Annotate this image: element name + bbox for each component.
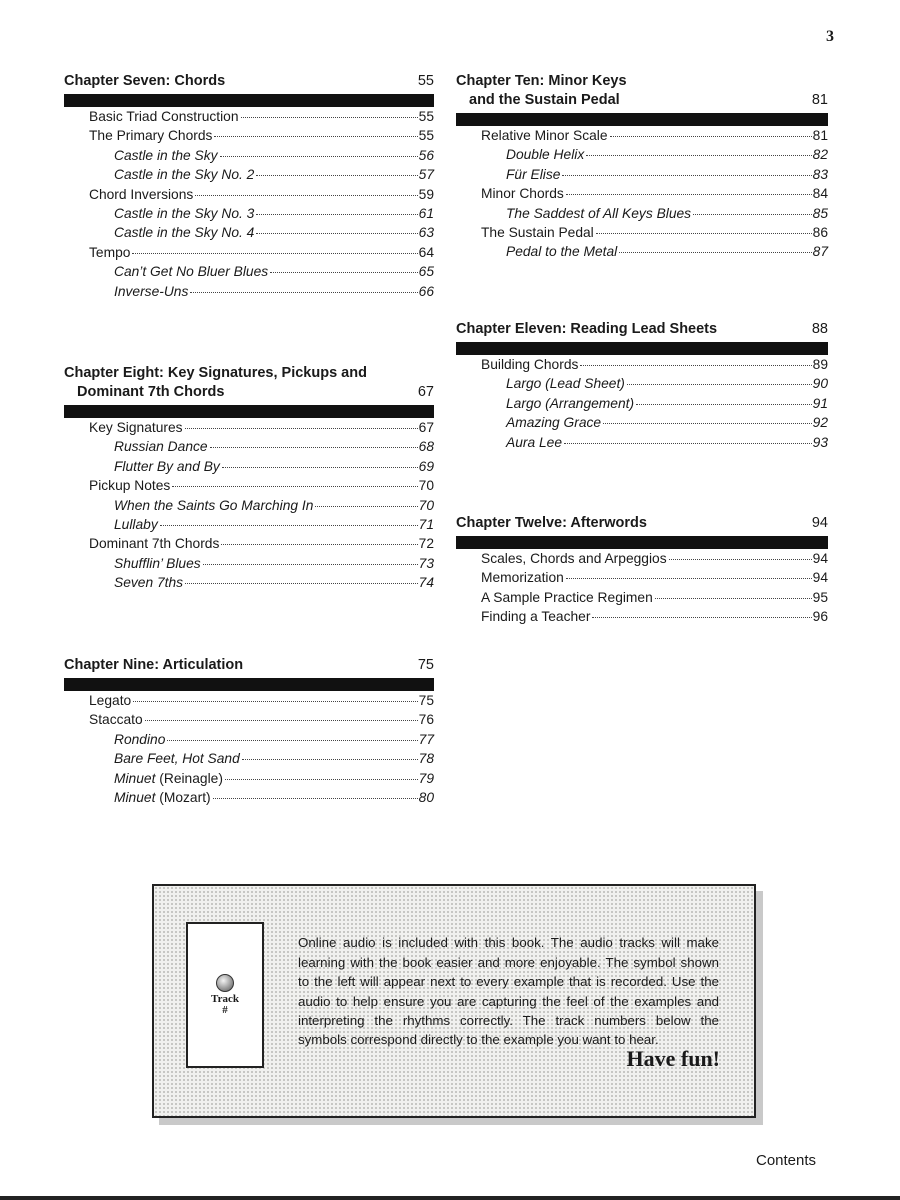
entry-label	[114, 790, 211, 805]
entry-label: Russian Dance	[114, 439, 208, 455]
chapter-heading	[456, 72, 828, 110]
dot-leader	[145, 720, 418, 721]
dot-leader	[222, 467, 418, 468]
toc-entry[interactable]	[64, 225, 434, 244]
chapter-ten	[456, 72, 828, 264]
entry-composer: (Reinagle)	[159, 770, 223, 786]
entry-page: 92	[812, 415, 828, 431]
entry-label: The Sustain Pedal	[481, 224, 594, 240]
entry-page: 56	[418, 147, 434, 163]
toc-entry[interactable]	[456, 186, 828, 205]
toc-entry[interactable]	[456, 357, 828, 376]
dot-leader	[693, 214, 812, 215]
toc-entry[interactable]	[64, 732, 434, 751]
entry-label: Basic Triad Construction	[89, 109, 239, 124]
entry-label: Largo (Arrangement)	[506, 395, 635, 411]
toc-entry[interactable]	[64, 245, 434, 264]
chapter-title-line1: Chapter Ten: Minor Keys	[456, 73, 627, 89]
entry-label: Building Chords	[481, 357, 579, 372]
entry-page: 61	[418, 205, 434, 221]
entry-page: 63	[418, 225, 434, 241]
entry-label: Memorization	[481, 570, 564, 586]
entry-label: Scales, Chords and Arpeggios	[481, 551, 667, 566]
toc-entry[interactable]	[64, 167, 434, 186]
chapter-page: 75	[417, 657, 434, 673]
entry-label: Dominant 7th Chords	[89, 536, 220, 552]
toc-entry[interactable]	[64, 478, 434, 497]
entry-label: Key Signatures	[89, 420, 183, 435]
dot-leader	[619, 252, 811, 253]
toc-entry[interactable]	[64, 790, 434, 809]
dot-leader	[315, 506, 417, 507]
toc-entry[interactable]	[64, 556, 434, 575]
dot-leader	[225, 779, 418, 780]
entry-page: 83	[812, 166, 828, 182]
chapter-eleven	[456, 320, 828, 454]
toc-entry[interactable]	[456, 147, 828, 166]
toc-entry[interactable]	[64, 284, 434, 303]
entry-page: 64	[418, 244, 434, 260]
chapter-title: Chapter Eleven: Reading Lead Sheets	[456, 321, 718, 337]
dot-leader	[603, 423, 812, 424]
toc-entry[interactable]	[64, 517, 434, 536]
dot-leader	[185, 583, 418, 584]
chapter-page: 67	[417, 384, 434, 400]
dot-leader	[242, 759, 418, 760]
chapter-title: Chapter Seven: Chords	[64, 73, 226, 89]
dot-leader	[256, 233, 417, 234]
toc-entry[interactable]	[64, 751, 434, 770]
entry-page: 95	[812, 589, 828, 605]
toc-entry[interactable]	[456, 167, 828, 186]
toc-entry[interactable]	[456, 244, 828, 263]
toc-entry[interactable]	[64, 109, 434, 128]
entry-page: 94	[812, 551, 828, 566]
entry-label: Rondino	[114, 731, 166, 747]
dot-leader	[172, 486, 417, 487]
entry-label: Tempo	[89, 244, 131, 260]
chapter-bar	[456, 536, 828, 549]
entry-label: Bare Feet, Hot Sand	[114, 751, 240, 767]
chapter-bar	[64, 94, 434, 107]
dot-leader	[566, 194, 812, 195]
entry-list	[64, 109, 434, 303]
dot-leader	[132, 253, 417, 254]
dot-leader	[636, 404, 812, 405]
dot-leader	[627, 384, 812, 385]
entry-page: 68	[418, 439, 434, 455]
toc-entry[interactable]	[456, 570, 828, 589]
chapter-heading	[64, 72, 434, 91]
toc-entry[interactable]	[456, 396, 828, 415]
track-symbol-card	[186, 922, 264, 1068]
entry-page: 93	[812, 434, 828, 450]
entry-label: When the Saints Go Marching In	[114, 497, 314, 513]
entry-label: The Primary Chords	[89, 128, 213, 144]
chapter-page: 88	[811, 321, 828, 337]
audio-speaker-icon	[216, 974, 234, 992]
toc-entry[interactable]	[456, 435, 828, 454]
entry-page: 73	[418, 555, 434, 571]
toc-entry[interactable]	[64, 498, 434, 517]
chapter-title-line2: Dominant 7th Chords	[77, 384, 225, 400]
chapter-eight	[64, 364, 434, 595]
entry-label: Pickup Notes	[89, 478, 171, 494]
footer-section-label: Contents	[756, 1152, 817, 1169]
entry-label: The Saddest of All Keys Blues	[506, 205, 692, 221]
entry-page: 70	[418, 497, 434, 513]
entry-list	[456, 128, 828, 264]
dot-leader	[564, 443, 812, 444]
toc-entry[interactable]	[64, 771, 434, 790]
entry-page: 72	[418, 536, 434, 552]
entry-page: 96	[812, 609, 828, 625]
chapter-bar	[456, 113, 828, 126]
entry-page: 87	[812, 244, 828, 260]
entry-page: 55	[418, 109, 434, 124]
chapter-page: 81	[811, 92, 828, 108]
dot-leader	[203, 564, 418, 565]
entry-label: Für Elise	[506, 166, 561, 182]
chapter-heading	[456, 320, 828, 339]
dot-leader	[562, 175, 811, 176]
entry-label: Minor Chords	[481, 186, 564, 202]
track-number-symbol: #	[222, 1004, 228, 1016]
chapter-page: 94	[811, 515, 828, 531]
entry-label: Pedal to the Metal	[506, 244, 618, 260]
entry-page: 71	[418, 516, 434, 532]
dot-leader	[220, 156, 418, 157]
toc-entry[interactable]	[456, 415, 828, 434]
entry-page: 65	[418, 264, 434, 280]
dot-leader	[185, 428, 418, 429]
chapter-bar	[64, 678, 434, 691]
audio-description: Online audio is included with this book. The audio tracks will make learning with the book easier and more enjoyable. The symbol shown to the left will appear next to every example that is recorded. Use the audio to help ensure you are capturing the feel of the examples and interpreting the rhythms correctly. The track numbers below the symbols correspond directly to the example you want to hear.	[298, 935, 719, 1048]
entry-page: 69	[418, 458, 434, 474]
entry-page: 81	[812, 128, 828, 143]
entry-page: 75	[418, 693, 434, 708]
dot-leader	[160, 525, 418, 526]
dot-leader	[592, 617, 811, 618]
entry-page: 55	[418, 128, 434, 144]
bottom-rule	[0, 1196, 900, 1200]
entry-list	[64, 420, 434, 595]
toc-entry[interactable]	[456, 551, 828, 570]
entry-list	[456, 551, 828, 629]
entry-page: 66	[418, 283, 434, 299]
chapter-heading	[64, 656, 434, 675]
entry-label: Lullaby	[114, 516, 158, 532]
have-fun-text: Have fun!	[626, 1046, 720, 1071]
toc-entry[interactable]	[64, 536, 434, 555]
chapter-twelve	[456, 514, 828, 629]
entry-page: 86	[812, 224, 828, 240]
entry-page: 57	[418, 167, 434, 183]
entry-page: 89	[812, 357, 828, 372]
toc-entry[interactable]	[64, 206, 434, 225]
chapter-title-line2: and the Sustain Pedal	[469, 92, 620, 108]
dot-leader	[256, 214, 417, 215]
toc-entry[interactable]	[456, 225, 828, 244]
toc-entry[interactable]	[456, 376, 828, 395]
entry-page: 59	[418, 186, 434, 202]
entry-label: Largo (Lead Sheet)	[506, 376, 625, 392]
dot-leader	[586, 155, 811, 156]
dot-leader	[210, 447, 418, 448]
entry-page: 82	[812, 147, 828, 163]
dot-leader	[270, 272, 418, 273]
entry-label: Chord Inversions	[89, 186, 194, 202]
chapter-heading	[64, 364, 434, 402]
dot-leader	[167, 740, 417, 741]
dot-leader	[566, 578, 812, 579]
entry-page: 94	[812, 570, 828, 586]
entry-label	[114, 771, 223, 786]
dot-leader	[256, 175, 417, 176]
toc-entry[interactable]	[64, 459, 434, 478]
dot-leader	[190, 292, 417, 293]
entry-page: 76	[418, 712, 434, 728]
entry-page: 91	[812, 395, 828, 411]
dot-leader	[221, 544, 417, 545]
toc-entry[interactable]	[64, 439, 434, 458]
entry-label: Castle in the Sky	[114, 147, 218, 163]
entry-list	[64, 693, 434, 809]
toc-entry[interactable]	[64, 187, 434, 206]
toc-entry[interactable]	[64, 264, 434, 283]
dot-leader	[241, 117, 418, 118]
dot-leader	[133, 701, 417, 702]
toc-entry[interactable]	[64, 693, 434, 712]
entry-label: Finding a Teacher	[481, 609, 591, 625]
chapter-bar	[64, 405, 434, 418]
dot-leader	[669, 559, 812, 560]
chapter-bar	[456, 342, 828, 355]
entry-page: 70	[418, 478, 434, 494]
entry-label: Amazing Grace	[506, 415, 602, 431]
chapter-heading	[456, 514, 828, 533]
entry-composer: (Mozart)	[159, 789, 211, 805]
entry-page: 78	[418, 751, 434, 767]
entry-page: 90	[812, 376, 828, 392]
toc-entry[interactable]	[64, 420, 434, 439]
dot-leader	[580, 365, 811, 366]
dot-leader	[214, 136, 417, 137]
entry-title: Minuet	[114, 770, 156, 786]
chapter-title: Chapter Nine: Articulation	[64, 657, 244, 673]
entry-label: Castle in the Sky No. 2	[114, 167, 255, 183]
entry-title: Minuet	[114, 789, 156, 805]
entry-label: Inverse-Uns	[114, 283, 189, 299]
audio-info-box	[152, 884, 756, 1118]
toc-entry[interactable]	[456, 206, 828, 225]
entry-label: Flutter By and By	[114, 458, 220, 474]
entry-label: Legato	[89, 693, 132, 708]
entry-label: Relative Minor Scale	[481, 128, 608, 143]
track-word: Track	[211, 993, 239, 1005]
toc-entry[interactable]	[456, 128, 828, 147]
dot-leader	[596, 233, 812, 234]
chapter-seven	[64, 72, 434, 303]
entry-label: Staccato	[89, 712, 143, 728]
dot-leader	[610, 136, 812, 137]
dot-leader	[213, 798, 418, 799]
entry-label: Can’t Get No Bluer Blues	[114, 264, 269, 280]
toc-entry[interactable]	[64, 575, 434, 594]
toc-entry[interactable]	[456, 590, 828, 609]
entry-label: Double Helix	[506, 147, 585, 163]
entry-page: 85	[812, 205, 828, 221]
entry-label: Shufflin’ Blues	[114, 555, 201, 571]
entry-label: Castle in the Sky No. 4	[114, 225, 255, 241]
entry-page: 77	[418, 731, 434, 747]
entry-page: 79	[418, 770, 434, 786]
chapter-title: Chapter Twelve: Afterwords	[456, 515, 647, 531]
page-number: 3	[826, 28, 834, 45]
dot-leader	[655, 598, 812, 599]
entry-label: A Sample Practice Regimen	[481, 589, 653, 605]
entry-page: 84	[812, 186, 828, 202]
toc-entry[interactable]	[64, 148, 434, 167]
chapter-title-line1: Chapter Eight: Key Signatures, Pickups and	[64, 365, 367, 381]
entry-page: 74	[418, 575, 434, 591]
entry-list	[456, 357, 828, 454]
toc-entry[interactable]	[64, 128, 434, 147]
entry-label: Aura Lee	[506, 434, 562, 450]
toc-entry[interactable]	[64, 712, 434, 731]
chapter-nine	[64, 656, 434, 809]
track-label	[188, 994, 262, 1016]
entry-label: Seven 7ths	[114, 575, 184, 591]
dot-leader	[195, 195, 417, 196]
entry-page: 80	[418, 789, 434, 805]
entry-label: Castle in the Sky No. 3	[114, 205, 255, 221]
chapter-page: 55	[417, 73, 434, 89]
toc-entry[interactable]	[456, 609, 828, 628]
entry-page: 67	[418, 420, 434, 435]
